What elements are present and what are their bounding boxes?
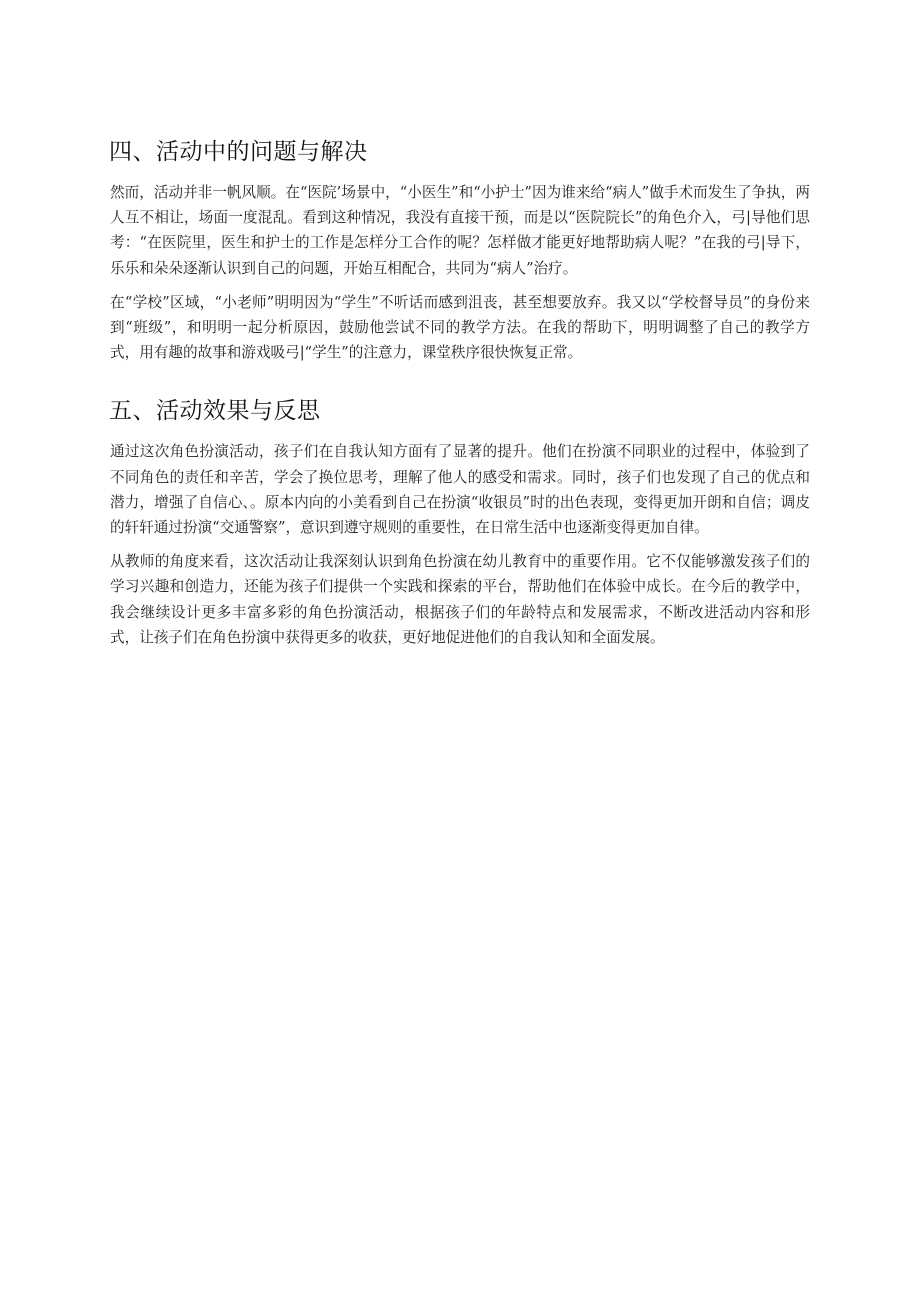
section-heading: 四、活动中的问题与解决: [109, 139, 368, 165]
section-problems-and-solutions: [110, 132, 810, 365]
section-effects-and-reflection: [110, 391, 810, 650]
section-heading: 五、活动效果与反思: [109, 398, 321, 425]
paragraph: 通过这次角色扮演活动，孩子们在自我认知方面有了显著的提升。他们在扮演不同职业的过程中，体验到了不同角色的责任和辛苦，学会了换位思考，理解了他人的感受和需求。同时，孩子们也发现了自己的优点和潜力，增强了自信心、。原本内向的小美看到自己在扮演“收银员”时的出色表现，变得更加开朗和自信；调皮的轩轩通过扮演“交通警察”，意识到遵守规则的重要性，在日常生活中也逐渐变得更加自律。: [110, 443, 810, 537]
document-body: [110, 132, 810, 659]
paragraph: 在“学校”区域，“小老师”明明因为“学生”不听话而感到沮丧，甚至想要放弃。我又以“学校督导员”的身份来到“班级”，和明明一起分析原因，鼓励他尝试不同的教学方法。在我的帮助下，明明调整了自己的教学方式，用有趣的故事和游戏吸弓|“学生”的注意力，课堂秩序很快恢复正常。: [110, 293, 810, 362]
paragraph: 从教师的角度来看，这次活动让我深刻认识到角色扮演在幼儿教育中的重要作用。它不仅能够激发孩子们的学习兴趣和创造力，还能为孩子们提供一个实践和探索的平台，帮助他们在体验中成长。在今后的教学中，我会继续设计更多丰富多彩的角色扮演活动，根据孩子们的年龄特点和发展需求，不断改进活动内容和形式，让孩子们在角色扮演中获得更多的收获，更好地促进他们的自我认知和全面发展。: [110, 553, 810, 646]
paragraph: 然而，活动并非一帆风顺。在“医院’场景中，“小医生”和“小护士”因为谁来给“病人”做手术而发生了争执，两人互不相让，场面一度混乱。看到这种情况，我没有直接干预，而是以“医院院长”的角色介入，弓|导他们思考：“在医院里，医生和护士的工作是怎样分工合作的呢？怎样做才能更好地帮助病人呢？”在我的弓|导下，乐乐和朵朵逐渐认识到自己的问题，开始互相配合，共同为“病人”治疗。: [110, 184, 810, 277]
